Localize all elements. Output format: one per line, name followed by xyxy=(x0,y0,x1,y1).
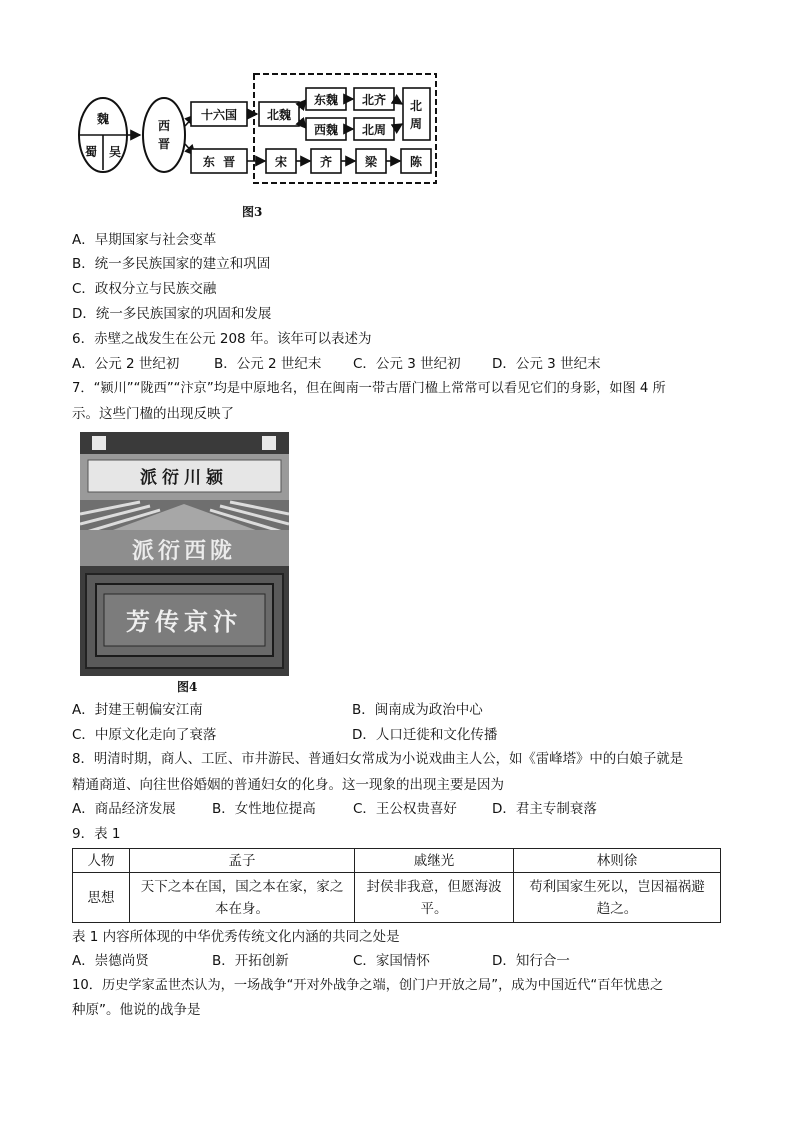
q8-option-d: D．君主专制衰落 xyxy=(492,801,597,817)
figure-3-caption: 图3 xyxy=(242,205,263,219)
table-header-qijiguang: 戚继光 xyxy=(355,849,514,873)
table-row-label: 思想 xyxy=(73,873,130,923)
node-liang: 梁 xyxy=(364,155,378,169)
node-beiqi: 北齐 xyxy=(361,93,387,107)
q5-option-a: A．早期国家与社会变革 xyxy=(72,232,217,248)
q6-option-b: B．公元 2 世纪末 xyxy=(214,356,322,372)
node-wu: 吴 xyxy=(108,145,122,159)
q9-option-d: D．知行合一 xyxy=(492,953,570,969)
table-cell-qijiguang: 封侯非我意，但愿海波 平。 xyxy=(355,873,514,923)
q6-option-a: A．公元 2 世纪初 xyxy=(72,356,180,372)
node-wei: 魏 xyxy=(96,112,110,126)
q7-stem-line1: 7．“颍川”“陇西”“汴京”均是中原地名，但在闽南一带古厝门楹上常常可以看见它们的身影，如图 4 所 xyxy=(72,381,666,396)
q8-option-a: A．商品经济发展 xyxy=(72,801,176,817)
svg-text:晋: 晋 xyxy=(157,137,171,151)
q5-option-d: D．统一多民族国家的巩固和发展 xyxy=(72,306,272,322)
svg-text:周: 周 xyxy=(409,117,423,131)
dynasty-flow-diagram xyxy=(70,68,450,218)
door-plaques-photo xyxy=(80,432,289,676)
table-cell-linzexu: 苟利国家生死以，岂因福祸避 趋之。 xyxy=(514,873,721,923)
table-header-mengzi: 孟子 xyxy=(130,849,355,873)
node-beizhou: 北周 xyxy=(361,123,387,137)
svg-text:北: 北 xyxy=(409,99,423,113)
q7-option-b: B．闽南成为政治中心 xyxy=(352,702,483,718)
node-shu: 蜀 xyxy=(84,145,98,159)
xijin-node xyxy=(143,98,185,172)
q7-option-d: D．人口迁徙和文化传播 xyxy=(352,727,498,743)
q9-option-a: A．崇德尚贤 xyxy=(72,953,149,969)
node-dongjin: 东 晋 xyxy=(202,155,236,169)
q7-option-a: A．封建王朝偏安江南 xyxy=(72,702,203,718)
svg-text:西: 西 xyxy=(157,119,171,133)
table-1 xyxy=(72,848,721,923)
node-shiliuguo: 十六国 xyxy=(200,108,238,122)
q9-question: 表 1 内容所体现的中华优秀传统文化内涵的共同之处是 xyxy=(72,929,400,945)
node-chen: 陈 xyxy=(409,155,423,169)
q7-option-c: C．中原文化走向了衰落 xyxy=(72,727,217,743)
three-kingdoms-node xyxy=(79,98,127,172)
figure-4-caption: 图4 xyxy=(177,680,198,694)
q8-option-c: C．王公权贵喜好 xyxy=(353,801,457,817)
q8-options xyxy=(72,799,722,819)
q8-stem-line1: 8．明清时期，商人、工匠、市井游民、普通妇女常成为小说戏曲主人公，如《雷峰塔》中的白娘子就是 xyxy=(72,752,684,767)
node-qi: 齐 xyxy=(319,155,333,169)
q10-stem-line1: 10．历史学家孟世杰认为，一场战争“开对外战争之端，创门户开放之局”，成为中国近代“百年忧患之 xyxy=(72,978,664,993)
q9-option-b: B．开拓创新 xyxy=(212,953,289,969)
plaque-2-text: 派衍西陇 xyxy=(131,538,237,564)
node-dongwei: 东魏 xyxy=(313,93,339,107)
q5-option-c: C．政权分立与民族交融 xyxy=(72,281,217,297)
node-xiwei: 西魏 xyxy=(313,123,339,137)
q5-option-b: B．统一多民族国家的建立和巩固 xyxy=(72,256,271,272)
table-header-linzexu: 林则徐 xyxy=(514,849,721,873)
q6-stem: 6．赤壁之战发生在公元 208 年。该年可以表述为 xyxy=(72,331,372,347)
q9-stem: 9．表 1 xyxy=(72,826,121,842)
q10-stem-line2: 种原”。他说的战争是 xyxy=(72,1002,201,1018)
q6-option-d: D．公元 3 世纪末 xyxy=(492,356,601,372)
table-cell-mengzi: 天下之本在国，国之本在家，家之 本在身。 xyxy=(130,873,355,923)
q7-stem-line2: 示。这些门楹的出现反映了 xyxy=(72,406,234,422)
q9-option-c: C．家国情怀 xyxy=(353,953,430,969)
q6-options xyxy=(72,354,722,374)
node-beiwei: 北魏 xyxy=(266,108,292,122)
plaque-3-text: 芳传京汴 xyxy=(126,607,242,636)
table-header-person: 人物 xyxy=(73,849,130,873)
q9-options xyxy=(72,951,722,971)
node-song: 宋 xyxy=(274,155,288,169)
q8-option-b: B．女性地位提高 xyxy=(212,801,316,817)
plaque-1-text: 派衍川颍 xyxy=(140,468,228,488)
q8-stem-line2: 精通商道、向往世俗婚姻的普通妇女的化身。这一现象的出现主要是因为 xyxy=(72,777,504,793)
q6-option-c: C．公元 3 世纪初 xyxy=(353,356,461,372)
